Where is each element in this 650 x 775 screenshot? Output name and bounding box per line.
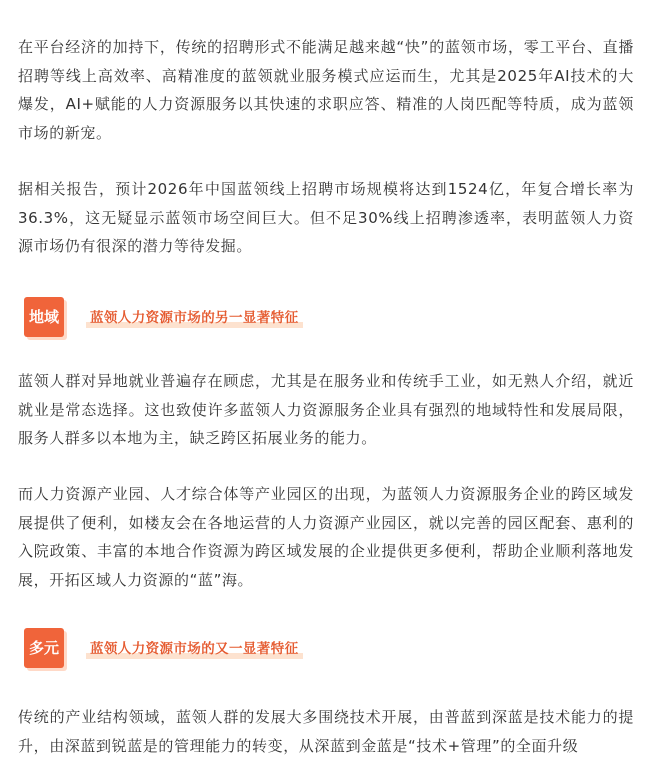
paragraph-industrial-park: 而人力资源产业园、人才综合体等产业园区的出现，为蓝领人力资源服务企业的跨区域发展提供了便利，如楼友会在各地运营的人力资源产业园区，就以完善的园区配套、惠利的入院政策、丰富的本地合作资源为跨区域发展的企业提供更多便利，帮助企业顺利落地发展，开拓区域人力资源的“蓝”海。 xyxy=(18,485,634,589)
paragraph-market-report: 据相关报告，预计2026年中国蓝领线上招聘市场规模将达到1524亿，年复合增长率为36.3%，这无疑显示蓝领市场空间巨大。但不足30%线上招聘渗透率，表明蓝领人力资源市场仍有很深的潜力等待发掘。 xyxy=(18,180,634,255)
section-title-diversity: 蓝领人力资源市场的又一显著特征 xyxy=(86,637,303,659)
paragraph-regional-employment: 蓝领人群对异地就业普遍存在顾虑，尤其是在服务业和传统手工业，如无熟人介绍，就近就业是常态选择。这也致使许多蓝领人力资源服务企业具有强烈的地域特性和发展局限，服务人群多以本地为主，缺乏跨区拓展业务的能力。 xyxy=(18,372,634,447)
paragraph-industry-structure: 传统的产业结构领域，蓝领人群的发展大多围绕技术开展，由普蓝到深蓝是技术能力的提升，由深蓝到锐蓝是的管理能力的转变，从深蓝到金蓝是“技术+管理”的全面升级 xyxy=(18,708,634,755)
section-header-regional xyxy=(24,297,324,341)
section-header-diversity xyxy=(24,628,324,672)
paragraph-platform-economy: 在平台经济的加持下，传统的招聘形式不能满足越来越“快”的蓝领市场，零工平台、直播招聘等线上高效率、高精准度的蓝领就业服务模式应运而生，尤其是2025年AI技术的大爆发，AI+赋能的人力资源服务以其快速的求职应答、精准的人岗匹配等特质，成为蓝领市场的新宠。 xyxy=(18,38,634,142)
section-tag-diversity: 多元 xyxy=(24,628,64,668)
section-tag-regional: 地域 xyxy=(24,297,64,337)
section-title-regional: 蓝领人力资源市场的另一显著特征 xyxy=(86,306,303,328)
